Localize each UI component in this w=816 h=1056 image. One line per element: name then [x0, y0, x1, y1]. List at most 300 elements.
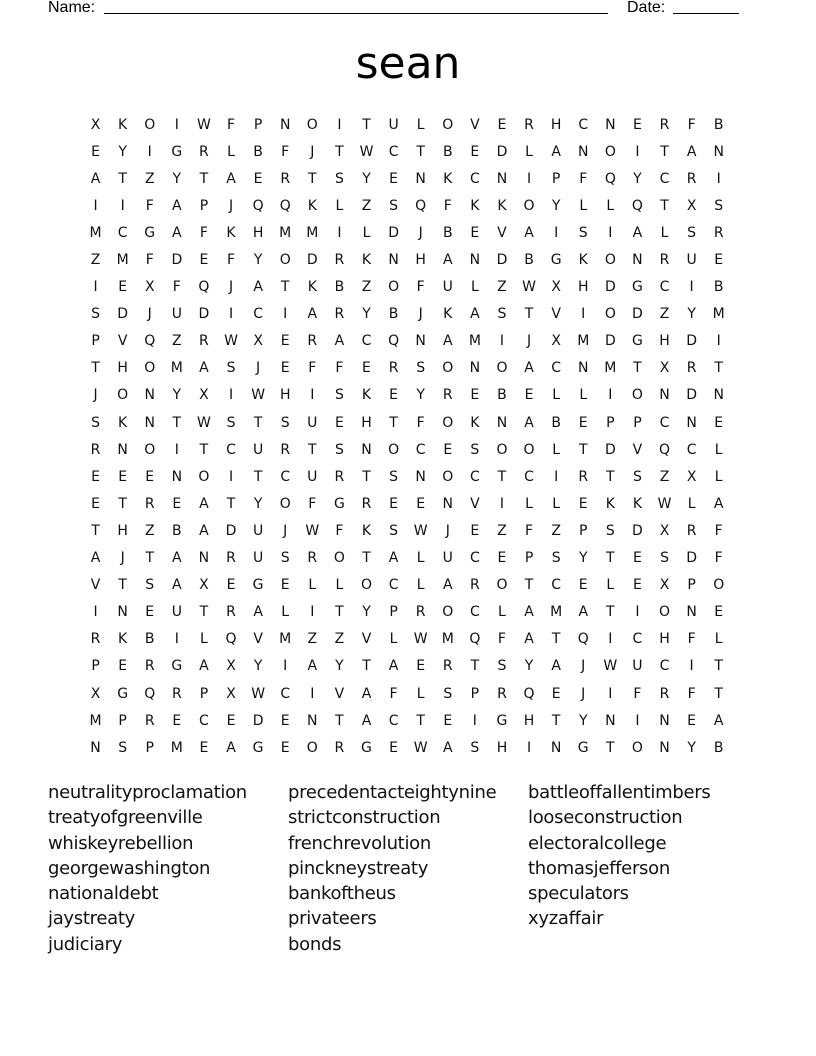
grid-cell: R — [388, 360, 399, 377]
grid-cell: T — [253, 468, 263, 485]
word-list-item: bankoftheus — [288, 883, 396, 905]
grid-cell: C — [659, 414, 670, 431]
grid-cell: W — [657, 495, 672, 512]
grid-cell: E — [443, 441, 453, 458]
grid-cell: S — [226, 360, 236, 377]
grid-cell: R — [90, 631, 101, 648]
grid-cell: O — [442, 468, 454, 485]
grid-cell: W — [224, 333, 238, 350]
grid-cell: P — [253, 116, 263, 133]
grid-cell: H — [577, 279, 589, 296]
grid-cell: I — [120, 197, 125, 214]
word-list-item: nationaldebt — [48, 883, 159, 905]
grid-cell: E — [632, 550, 642, 567]
grid-cell: A — [442, 739, 453, 756]
grid-cell: F — [443, 197, 452, 214]
grid-cell: C — [469, 170, 480, 187]
grid-cell: A — [253, 604, 263, 621]
word-search-grid — [82, 111, 733, 762]
grid-cell: M — [89, 224, 102, 241]
word-list-item: xyzaffair — [528, 908, 604, 930]
word-list-item: pinckneystreaty — [288, 857, 429, 879]
grid-cell: R — [686, 522, 697, 539]
grid-cell: O — [496, 441, 508, 458]
grid-cell: E — [280, 577, 290, 594]
grid-cell: E — [389, 739, 398, 756]
grid-cell: S — [118, 739, 128, 756]
grid-cell: H — [415, 252, 426, 269]
grid-cell: M — [170, 360, 183, 377]
grid-cell: P — [389, 604, 398, 621]
grid-cell: N — [117, 441, 128, 458]
grid-cell: X — [199, 577, 209, 594]
grid-cell: N — [686, 414, 697, 431]
grid-cell: E — [389, 170, 398, 187]
grid-cell: M — [550, 604, 563, 621]
grid-cell: M — [712, 306, 725, 323]
grid-cell: G — [171, 143, 183, 160]
grid-cell: E — [226, 712, 236, 729]
grid-cell: P — [199, 197, 209, 214]
grid-cell: O — [631, 387, 643, 404]
grid-cell: I — [499, 333, 505, 350]
grid-cell: D — [171, 252, 183, 269]
grid-cell: F — [308, 495, 317, 512]
grid-cell: S — [497, 306, 507, 323]
grid-cell: E — [91, 468, 100, 485]
grid-cell: L — [416, 550, 425, 567]
grid-cell: L — [335, 197, 344, 214]
grid-cell: X — [551, 333, 561, 350]
grid-cell: E — [199, 252, 209, 269]
grid-cell: B — [144, 631, 155, 648]
grid-cell: A — [361, 685, 372, 702]
grid-cell: A — [172, 224, 182, 241]
date-label: Date: — [627, 0, 666, 16]
grid-cell: K — [470, 197, 480, 214]
grid-cell: E — [226, 577, 236, 594]
grid-cell: D — [225, 522, 237, 539]
grid-cell: N — [686, 604, 697, 621]
grid-cell: T — [335, 604, 344, 621]
grid-cell: P — [91, 333, 100, 350]
word-list-item: precedentacteightynine — [288, 782, 497, 803]
grid-cell: F — [145, 252, 154, 269]
grid-cell: A — [551, 143, 561, 160]
grid-cell: D — [686, 333, 697, 350]
grid-cell: N — [388, 252, 399, 269]
grid-cell: N — [605, 116, 616, 133]
grid-cell: Q — [225, 631, 237, 648]
grid-cell: K — [361, 522, 372, 539]
grid-cell: L — [714, 631, 723, 648]
grid-cell: A — [307, 306, 318, 323]
grid-cell: I — [608, 224, 613, 241]
grid-cell: Y — [687, 306, 696, 323]
grid-cell: T — [551, 712, 561, 729]
grid-cell: V — [470, 495, 480, 512]
grid-cell: B — [713, 739, 724, 756]
grid-cell: H — [523, 712, 535, 729]
grid-cell: W — [413, 739, 428, 756]
grid-cell: P — [579, 522, 588, 539]
grid-cell: L — [606, 577, 615, 594]
grid-cell: F — [416, 279, 425, 296]
grid-cell: S — [334, 387, 344, 404]
grid-cell: H — [550, 116, 562, 133]
grid-cell: D — [686, 550, 697, 567]
grid-cell: A — [226, 170, 236, 187]
grid-cell: C — [226, 441, 236, 458]
grid-cell: A — [388, 658, 399, 675]
grid-cell: L — [389, 631, 398, 648]
name-blank-line — [104, 13, 608, 14]
grid-cell: V — [497, 224, 507, 241]
grid-cell: S — [91, 414, 100, 431]
grid-cell: Z — [172, 333, 182, 350]
grid-cell: L — [687, 495, 696, 512]
grid-cell: T — [199, 604, 209, 621]
grid-cell: R — [713, 224, 724, 241]
grid-cell: C — [551, 360, 562, 377]
grid-cell: I — [689, 658, 694, 675]
grid-cell: D — [388, 224, 399, 241]
grid-cell: A — [578, 604, 589, 621]
grid-cell: J — [310, 143, 315, 160]
grid-cell: E — [362, 360, 371, 377]
grid-cell: D — [604, 441, 616, 458]
grid-cell: Y — [687, 739, 696, 756]
grid-cell: I — [608, 685, 613, 702]
grid-cell: C — [280, 468, 291, 485]
grid-cell: U — [171, 604, 182, 621]
grid-cell: A — [199, 495, 209, 512]
grid-cell: V — [117, 333, 128, 350]
grid-cell: N — [632, 252, 643, 269]
grid-cell: E — [578, 495, 588, 512]
grid-cell: Q — [144, 333, 156, 350]
grid-cell: T — [199, 441, 209, 458]
grid-cell: E — [714, 252, 724, 269]
grid-cell: E — [199, 739, 209, 756]
grid-cell: V — [253, 631, 263, 648]
grid-cell: T — [714, 360, 723, 377]
grid-cell: R — [442, 387, 453, 404]
grid-cell: O — [496, 577, 508, 594]
grid-cell: Q — [388, 333, 400, 350]
grid-cell: Y — [253, 658, 263, 675]
grid-cell: E — [470, 224, 480, 241]
grid-cell: O — [523, 197, 535, 214]
grid-cell: T — [714, 685, 723, 702]
grid-cell: O — [713, 577, 725, 594]
grid-cell: I — [93, 279, 98, 296]
grid-cell: R — [226, 604, 236, 621]
grid-cell: Y — [633, 170, 642, 187]
grid-cell: Q — [659, 441, 671, 458]
grid-cell: A — [524, 360, 534, 377]
grid-cell: I — [310, 387, 315, 404]
grid-cell: T — [118, 577, 127, 594]
grid-cell: T — [308, 170, 317, 187]
grid-cell: U — [171, 306, 182, 323]
grid-cell: N — [577, 143, 589, 160]
grid-cell: T — [335, 712, 344, 729]
grid-cell: U — [307, 468, 318, 485]
word-list-item: privateers — [288, 908, 377, 930]
grid-cell: F — [714, 550, 723, 567]
grid-cell: H — [117, 360, 128, 377]
grid-cell: H — [361, 414, 372, 431]
grid-cell: R — [144, 495, 155, 512]
grid-cell: E — [280, 739, 290, 756]
word-list-item: whiskeyrebellion — [48, 832, 194, 854]
grid-cell: B — [388, 306, 399, 323]
grid-cell: I — [337, 116, 342, 133]
grid-cell: R — [686, 170, 697, 187]
grid-cell: S — [470, 739, 480, 756]
grid-cell: D — [604, 333, 616, 350]
grid-cell: O — [279, 495, 291, 512]
grid-cell: F — [416, 414, 425, 431]
grid-cell: M — [89, 712, 102, 729]
grid-cell: C — [253, 306, 263, 323]
grid-cell: I — [174, 116, 179, 133]
grid-cell: L — [525, 143, 533, 160]
grid-cell: U — [252, 550, 264, 567]
grid-cell: H — [496, 739, 508, 756]
grid-cell: G — [550, 252, 562, 269]
grid-cell: F — [199, 224, 208, 241]
grid-cell: U — [442, 550, 453, 567]
grid-cell: K — [443, 170, 453, 187]
grid-cell: A — [551, 658, 561, 675]
grid-cell: E — [470, 143, 480, 160]
grid-cell: A — [388, 550, 399, 567]
grid-cell: M — [577, 333, 590, 350]
grid-cell: P — [524, 550, 534, 567]
grid-cell: R — [334, 468, 345, 485]
grid-cell: E — [416, 658, 426, 675]
grid-cell: R — [144, 658, 155, 675]
grid-cell: X — [686, 468, 697, 485]
grid-cell: T — [308, 441, 317, 458]
grid-cell: S — [551, 550, 561, 567]
grid-cell: B — [442, 224, 453, 241]
grid-cell: I — [635, 143, 640, 160]
grid-cell: J — [147, 306, 152, 323]
grid-cell: Q — [604, 170, 616, 187]
grid-cell: J — [526, 333, 532, 350]
grid-cell: Z — [497, 279, 507, 296]
grid-cell: A — [199, 522, 209, 539]
grid-cell: T — [416, 712, 425, 729]
grid-cell: O — [306, 739, 318, 756]
grid-cell: C — [659, 279, 670, 296]
grid-cell: C — [415, 441, 426, 458]
grid-cell: T — [362, 468, 371, 485]
word-list-item: looseconstruction — [528, 807, 683, 829]
grid-cell: Z — [551, 522, 561, 539]
grid-cell: B — [334, 279, 345, 296]
grid-cell: X — [226, 685, 236, 702]
grid-cell: R — [90, 441, 101, 458]
grid-cell: N — [550, 739, 562, 756]
grid-cell: N — [144, 414, 155, 431]
grid-cell: I — [283, 306, 288, 323]
grid-cell: B — [713, 116, 724, 133]
grid-cell: R — [524, 116, 534, 133]
grid-cell: S — [687, 224, 697, 241]
grid-cell: T — [470, 658, 480, 675]
grid-cell: S — [334, 441, 344, 458]
grid-cell: O — [604, 143, 616, 160]
grid-cell: N — [90, 739, 101, 756]
grid-cell: U — [307, 414, 318, 431]
grid-cell: R — [442, 658, 453, 675]
grid-cell: T — [91, 360, 100, 377]
grid-cell: E — [524, 387, 534, 404]
grid-cell: R — [171, 685, 182, 702]
grid-cell: N — [469, 252, 481, 269]
grid-cell: P — [145, 739, 154, 756]
grid-cell: A — [90, 550, 101, 567]
grid-cell: O — [523, 441, 535, 458]
grid-cell: G — [252, 577, 264, 594]
word-list-item: speculators — [528, 883, 629, 905]
grid-cell: Y — [362, 306, 371, 323]
grid-cell: E — [145, 468, 155, 485]
grid-cell: T — [524, 577, 534, 594]
grid-cell: Q — [523, 685, 535, 702]
grid-cell: F — [281, 143, 290, 160]
grid-cell: G — [361, 739, 372, 756]
grid-cell: R — [226, 550, 236, 567]
grid-cell: J — [228, 279, 234, 296]
grid-cell: W — [603, 658, 618, 675]
grid-cell: R — [659, 116, 670, 133]
grid-cell: E — [416, 495, 426, 512]
grid-cell: Z — [361, 197, 372, 214]
grid-cell: T — [497, 468, 507, 485]
grid-cell: Y — [524, 658, 534, 675]
grid-cell: Q — [415, 197, 427, 214]
grid-cell: K — [470, 414, 480, 431]
grid-cell: N — [279, 116, 291, 133]
grid-cell: V — [334, 685, 345, 702]
grid-cell: L — [714, 468, 723, 485]
grid-cell: T — [389, 414, 398, 431]
grid-cell: O — [306, 116, 318, 133]
grid-cell: E — [172, 495, 182, 512]
grid-cell: N — [415, 333, 426, 350]
grid-cell: M — [604, 360, 617, 377]
grid-cell: H — [252, 224, 264, 241]
grid-cell: E — [497, 116, 507, 133]
grid-cell: K — [361, 387, 372, 404]
grid-cell: G — [171, 658, 183, 675]
grid-cell: A — [632, 224, 643, 241]
grid-cell: C — [469, 550, 480, 567]
grid-cell: C — [659, 170, 670, 187]
grid-cell: S — [605, 522, 615, 539]
grid-cell: G — [333, 495, 345, 512]
grid-cell: D — [117, 306, 129, 323]
grid-cell: F — [687, 631, 696, 648]
grid-cell: B — [497, 387, 507, 404]
grid-cell: W — [251, 387, 266, 404]
grid-cell: A — [90, 170, 101, 187]
grid-cell: Y — [578, 712, 588, 729]
grid-cell: N — [659, 739, 670, 756]
grid-cell: T — [416, 143, 425, 160]
grid-cell: C — [686, 441, 697, 458]
grid-cell: A — [253, 279, 263, 296]
grid-cell: S — [91, 306, 100, 323]
grid-cell: D — [252, 712, 264, 729]
word-list-column-3 — [528, 780, 710, 932]
grid-cell: R — [686, 360, 697, 377]
grid-cell: E — [497, 550, 507, 567]
grid-cell: I — [147, 143, 152, 160]
grid-cell: N — [713, 143, 724, 160]
grid-cell: R — [199, 143, 209, 160]
grid-cell: A — [442, 577, 453, 594]
word-list-item: neutralityproclamation — [48, 782, 247, 803]
grid-cell: I — [716, 170, 721, 187]
grid-cell: O — [117, 387, 129, 404]
grid-cell: O — [442, 360, 454, 377]
grid-cell: T — [280, 279, 290, 296]
grid-cell: Q — [144, 685, 156, 702]
grid-cell: P — [551, 170, 561, 187]
grid-cell: E — [118, 658, 128, 675]
grid-cell: A — [524, 414, 534, 431]
grid-cell: L — [416, 577, 425, 594]
grid-cell: O — [333, 550, 345, 567]
grid-cell: J — [93, 387, 98, 404]
grid-cell: A — [172, 197, 182, 214]
grid-cell: S — [632, 468, 642, 485]
grid-cell: N — [442, 495, 453, 512]
grid-cell: B — [713, 279, 724, 296]
grid-cell: Y — [362, 604, 371, 621]
grid-cell: L — [416, 116, 425, 133]
grid-cell: L — [281, 604, 290, 621]
grid-cell: A — [470, 306, 480, 323]
grid-cell: I — [554, 468, 559, 485]
grid-cell: O — [388, 441, 400, 458]
grid-cell: E — [280, 712, 290, 729]
grid-cell: I — [472, 712, 477, 729]
grid-cell: I — [635, 712, 640, 729]
grid-cell: R — [199, 333, 209, 350]
grid-cell: Z — [144, 522, 155, 539]
grid-cell: Y — [172, 387, 182, 404]
grid-cell: D — [198, 306, 210, 323]
grid-cell: R — [307, 333, 318, 350]
grid-cell: X — [253, 333, 263, 350]
grid-cell: I — [174, 631, 179, 648]
grid-cell: I — [526, 739, 532, 756]
grid-cell: I — [608, 387, 613, 404]
grid-cell: I — [716, 333, 721, 350]
grid-cell: K — [578, 252, 588, 269]
grid-cell: F — [633, 685, 642, 702]
grid-cell: N — [307, 712, 318, 729]
grid-cell: T — [660, 143, 669, 160]
grid-cell: A — [713, 495, 724, 512]
